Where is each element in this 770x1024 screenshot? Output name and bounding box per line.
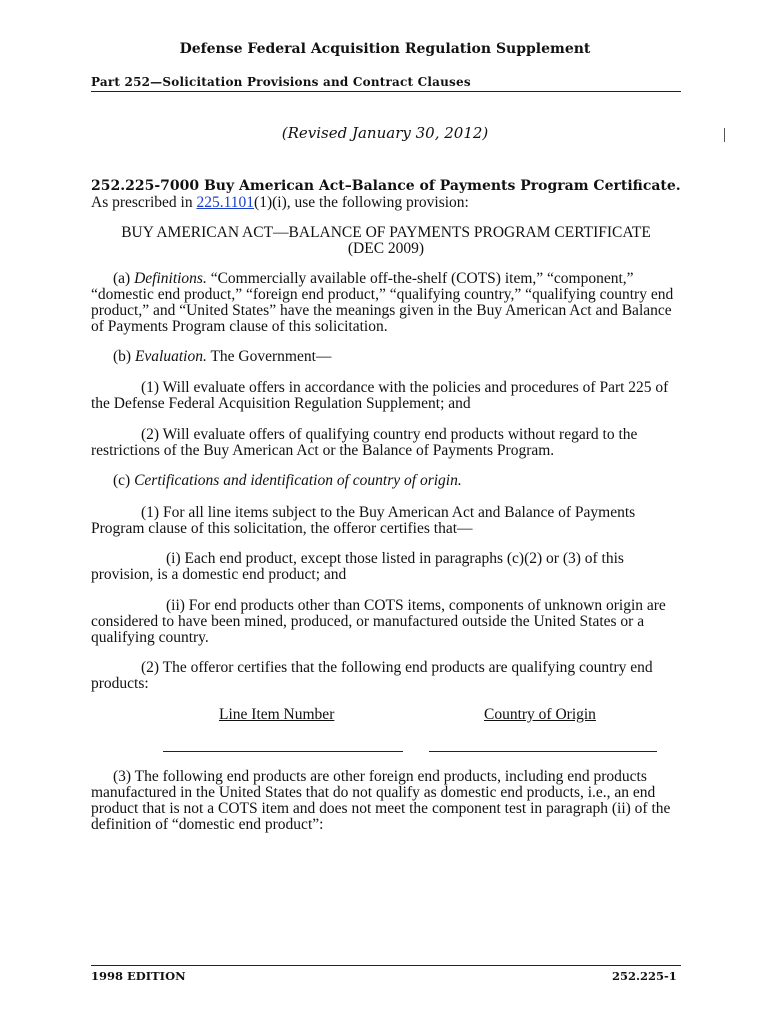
header-rule <box>91 91 681 92</box>
document-title: Defense Federal Acquisition Regulation Supplement <box>179 41 591 57</box>
part-heading: Part 252—Solicitation Provisions and Contract Clauses <box>91 75 471 89</box>
provision-title <box>91 225 681 257</box>
line-item-number-header: Line Item Number <box>219 706 335 723</box>
paragraph-a-label: (a) <box>113 270 135 287</box>
paragraph-a <box>91 271 681 335</box>
paragraph-c1: (1) For all line items subject to the Buy American Act and Balance of Payments Program clause of this solicitation, the offeror certifies that— <box>91 504 636 537</box>
footer-rule <box>91 965 681 966</box>
paragraph-c1-i: (i) Each end product, except those listed in paragraphs (c)(2) or (3) of this provision, is a domestic end product; and <box>91 550 624 583</box>
paragraph-a-text: “Commercially available off-the-shelf (COTS) item,” “component,” “domestic end product,” “foreign end product,” “qualifying country,” “qualifying country end product,” and “United States” have the meanings given in the Buy American Act and Balance of Payments Program clause of this solicitation. <box>91 270 674 335</box>
provision-title-line2: (DEC 2009) <box>347 240 425 257</box>
prescription-link[interactable]: 225.1101 <box>196 194 255 211</box>
paragraph-a-heading: Definitions. <box>134 270 207 287</box>
paragraph-c3: (3) The following end products are other foreign end products, including end products manufactured in the United States that do not qualify as domestic end products, i.e., an end product that is not a COTS item and does not meet the component test in paragraph (ii) of the definition of “domestic end product”: <box>91 768 671 833</box>
change-bar <box>724 128 725 142</box>
paragraph-c1-ii: (ii) For end products other than COTS items, components of unknown origin are considered to have been mined, produced, or manufactured outside the United States or a qualifying country. <box>91 597 666 646</box>
section-heading: 252.225-7000 Buy American Act–Balance of Payments Program Certificate. <box>91 178 681 194</box>
line-item-number-blank[interactable] <box>163 751 403 752</box>
paragraph-b2: (2) Will evaluate offers of qualifying country end products without regard to the restrictions of the Buy American Act or the Balance of Payments Program. <box>91 426 638 459</box>
paragraph-b <box>91 349 681 365</box>
paragraph-b-heading: Evaluation. <box>134 348 207 365</box>
paragraph-c2: (2) The offeror certifies that the following end products are qualifying country end products: <box>91 659 653 692</box>
page-number: 252.225-1 <box>612 969 677 983</box>
paragraph-b1: (1) Will evaluate offers in accordance with the policies and procedures of Part 225 of the Defense Federal Acquisition Regulation Supplement; and <box>91 379 669 412</box>
prescribed-line <box>91 195 681 211</box>
paragraph-c-label: (c) <box>113 472 135 489</box>
paragraph-b-label: (b) <box>113 348 135 365</box>
prescribed-text-before: As prescribed in <box>91 194 197 211</box>
prescribed-text-after: (1)(i), use the following provision: <box>254 194 469 211</box>
country-of-origin-header: Country of Origin <box>484 706 596 723</box>
country-of-origin-blank[interactable] <box>429 751 657 752</box>
revision-date: (Revised January 30, 2012) <box>281 124 489 142</box>
edition-label: 1998 EDITION <box>91 969 186 983</box>
paragraph-c-heading: Certifications and identification of country of origin. <box>134 472 462 489</box>
provision-title-line1: BUY AMERICAN ACT—BALANCE OF PAYMENTS PROGRAM CERTIFICATE <box>121 224 651 241</box>
paragraph-b-text: The Government— <box>206 348 332 365</box>
paragraph-c <box>91 473 681 489</box>
